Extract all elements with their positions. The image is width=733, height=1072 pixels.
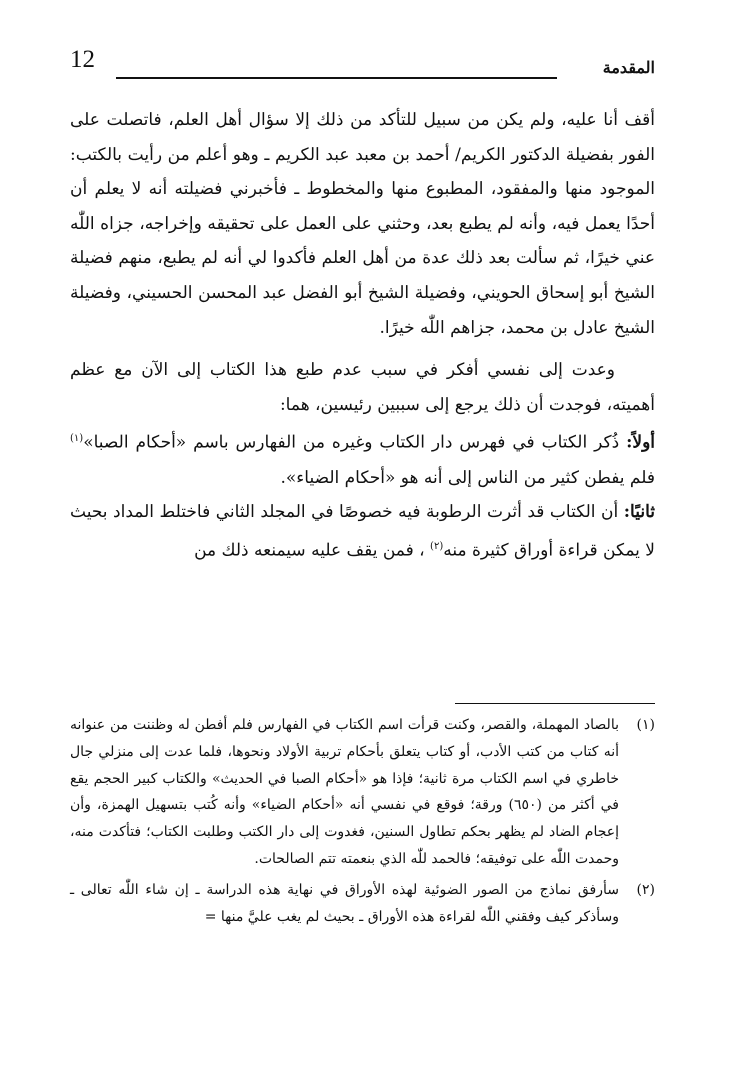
footnote-text: سأرفق نماذج من الصور الضوئية لهذه الأوراق في نهاية هذه الدراسة ـ إن شاء اللّٰه تعالى ـ وسأذكر كيف وفقني اللّٰه لقراءة هذه الأوراق ـ بحيث لم يغب عليَّ منها = (70, 881, 619, 925)
reason-lead: أولاً: (626, 433, 655, 453)
reason-text: أن الكتاب قد أثرت الرطوبة فيه خصوصًا في المجلد الثاني فاختلط المداد بحيث لا يمكن قراءة أوراق كثيرة منه (70, 502, 655, 561)
reason-text: ذُكر الكتاب في فهرس دار الكتاب وغيره من الفهارس باسم «أحكام الصبا» (83, 433, 620, 453)
page-header (70, 46, 655, 84)
reason-text: ، فمن يقف عليه سيمنعه ذلك من (194, 540, 425, 561)
footnote-separator (455, 703, 655, 704)
footnote-ref: (٢) (430, 540, 444, 552)
reason-lead: ثانيًا: (623, 502, 656, 523)
footnote-number: (٢) (636, 881, 655, 898)
section-title: المقدمة (602, 58, 655, 77)
paragraph: أقف أنا عليه، ولم يكن من سبيل للتأكد من ذلك إلا سؤال أهل العلم، فاتصلت على الفور بفضيلة الدكتور الكريم/ أحمد بن معبد عبد الكريم ـ وهو أعلم من رأيت بالكتب: الموجود منها والمفقود، المطبوع منها والمخطوط ـ فأخبرني فضيلته أنه لا يعلم أن أحدًا يعمل فيه، وأنه لم يطبع بعد، وحثني على العمل على تحقيقه وإخراجه، جزاه اللّٰه عني خيرًا، ثم سألت بعد ذلك عدة من أهل العلم فأكدوا لي أنه لم يطبع، منهم فضيلة الشيخ أبو إسحاق الحويني، وفضيلة الشيخ أبو الفضل عبد المحسن الحسيني، وفضيلة الشيخ عادل بن محمد، جزاهم اللّٰه خيرًا. (70, 110, 655, 338)
reason-text: فلم يفطن كثير من الناس إلى أنه هو «أحكام الضياء». (280, 467, 655, 488)
reason-item (70, 495, 655, 568)
page-number: 12 (70, 46, 95, 73)
footnote (70, 877, 655, 931)
footnote-text: بالصاد المهملة، والقصر، وكنت قرأت اسم الكتاب في الفهارس فلم أفطن له وظننت من عنوانه أنه كتاب من كتب الأدب، أو كتاب يتعلق بأحكام تربية الأولاد ونحوها، فلما عدت إلى منزلي جال خاطري في اسم الكتاب مرة ثانية؛ فإذا هو «أحكام الصبا في الحديث» والكتاب كبير الحجم يقع في أكثر من (٦٥٠) ورقة؛ فوقع في نفسي أنه «أحكام الضياء» وأنه كُتب بتسهيل الهمزة، وأن إعجام الضاد لم يظهر بحكم تطاول السنين، فغدوت إلى دار الكتب وطلبت الكتاب؛ فتأكدت منه، وحمدت اللّٰه على توفيقه؛ فالحمد للّٰه الذي بنعمته تتم الصالحات. (70, 717, 619, 867)
header-rule (116, 77, 557, 79)
footnote-ref: (١) (70, 433, 84, 445)
footnote-number: (١) (636, 717, 655, 733)
footnotes (70, 712, 655, 934)
main-text (70, 103, 655, 568)
paragraph: وعدت إلى نفسي أفكر في سبب عدم طبع هذا الكتاب إلى الآن مع عظم أهميته، فوجدت أن ذلك يرجع إلى سببين رئيسين، هما: (70, 360, 655, 415)
reason-item (70, 422, 655, 495)
footnote (70, 712, 655, 873)
